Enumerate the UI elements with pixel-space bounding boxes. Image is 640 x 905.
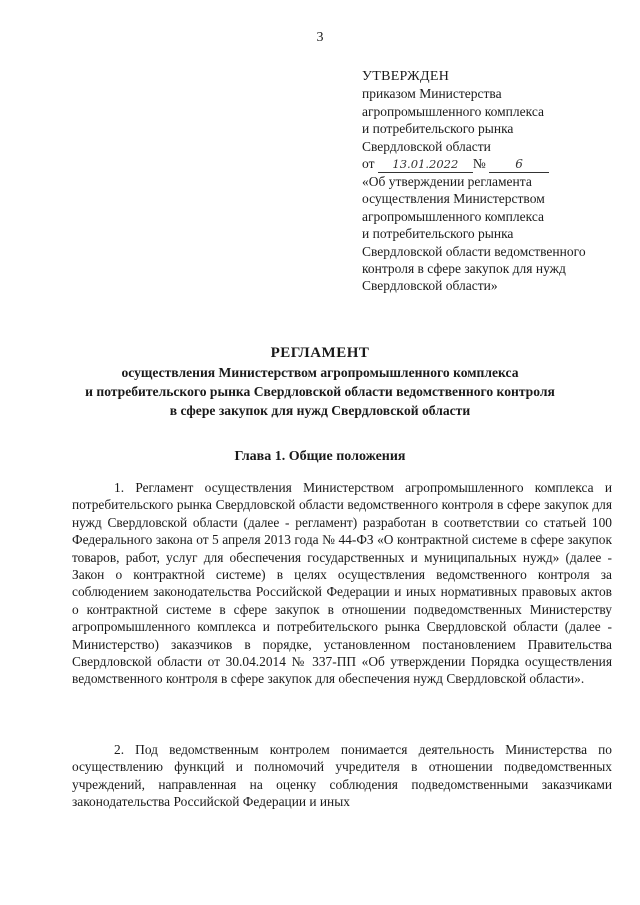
paragraph: 2. Под ведомственным контролем понимается деятельность Министерства по осуществлению функций и полномочий учредителя в отношении подведомственных учреждений, направленная на оценку соблюдения подведомственными заказчиками законодательства Российской Федерации и иных: [72, 742, 612, 810]
handwritten-number: 6: [489, 158, 549, 173]
document-subtitle-line: осуществления Министерством агропромышленного комплекса: [121, 365, 519, 380]
body-text: [72, 741, 612, 811]
approval-line: приказом Министерства: [362, 86, 502, 102]
body-text: [72, 479, 612, 688]
approval-line: Свердловской области: [362, 138, 491, 154]
page-number: 3: [316, 30, 324, 45]
approval-subject-line: агропромышленного комплекса: [362, 208, 544, 224]
document-subtitle-line: в сфере закупок для нужд Свердловской области: [169, 403, 471, 418]
date-prefix: от: [362, 156, 375, 172]
document-title-block: [0, 343, 640, 420]
approval-line: агропромышленного комплекса: [362, 103, 544, 119]
approval-subject-line: Свердловской области ведомственного: [362, 243, 586, 259]
approval-date-line: [362, 155, 632, 173]
number-label: №: [472, 156, 486, 172]
approval-heading: УТВЕРЖДЕН: [362, 69, 450, 84]
paragraph: 1. Регламент осуществления Министерством агропромышленного комплекса и потребительского рынка Свердловской области ведомственного контроля в сфере закупок для нужд Свердловской области (далее - регламент) разработан в соответствии со статьей 100 Федерального закона от 5 апреля 2013 года № 44-ФЗ «О контрактной системе в сфере закупок товаров, работ, услуг для обеспечения государственных и муниципальных нужд» (далее - Закон о контрактной системе) в целях осуществления ведомственного контроля за соблюдением законодательства Российской Федерации и иных нормативных правовых актов о контрактной системе в сфере закупок в отношении подведомственных Министерству агропромышленного комплекса и потребительского рынка Свердловской области (далее - Министерство) заказчиков в порядке, установленном постановлением Правительства Свердловской области от 30.04.2014 № 337-ПП «Об утверждении Порядка осуществления ведомственного контроля в сфере закупок для обеспечения нужд Свердловской области».: [72, 480, 612, 687]
chapter-heading: Глава 1. Общие положения: [234, 449, 406, 464]
approval-subject-line: контроля в сфере закупок для нужд: [362, 261, 566, 277]
approval-line: и потребительского рынка: [362, 121, 514, 137]
handwritten-date: 13.01.2022: [378, 158, 473, 173]
approval-stamp-block: [362, 68, 632, 295]
approval-subject-line: и потребительского рынка: [362, 226, 514, 242]
approval-subject-line: «Об утверждении регламента: [362, 174, 532, 190]
document-title: РЕГЛАМЕНТ: [270, 345, 370, 361]
approval-subject-line: Свердловской области»: [362, 278, 498, 294]
approval-subject-line: осуществления Министерством: [362, 191, 545, 207]
document-subtitle-line: и потребительского рынка Свердловской области ведомственного контроля: [85, 384, 555, 399]
